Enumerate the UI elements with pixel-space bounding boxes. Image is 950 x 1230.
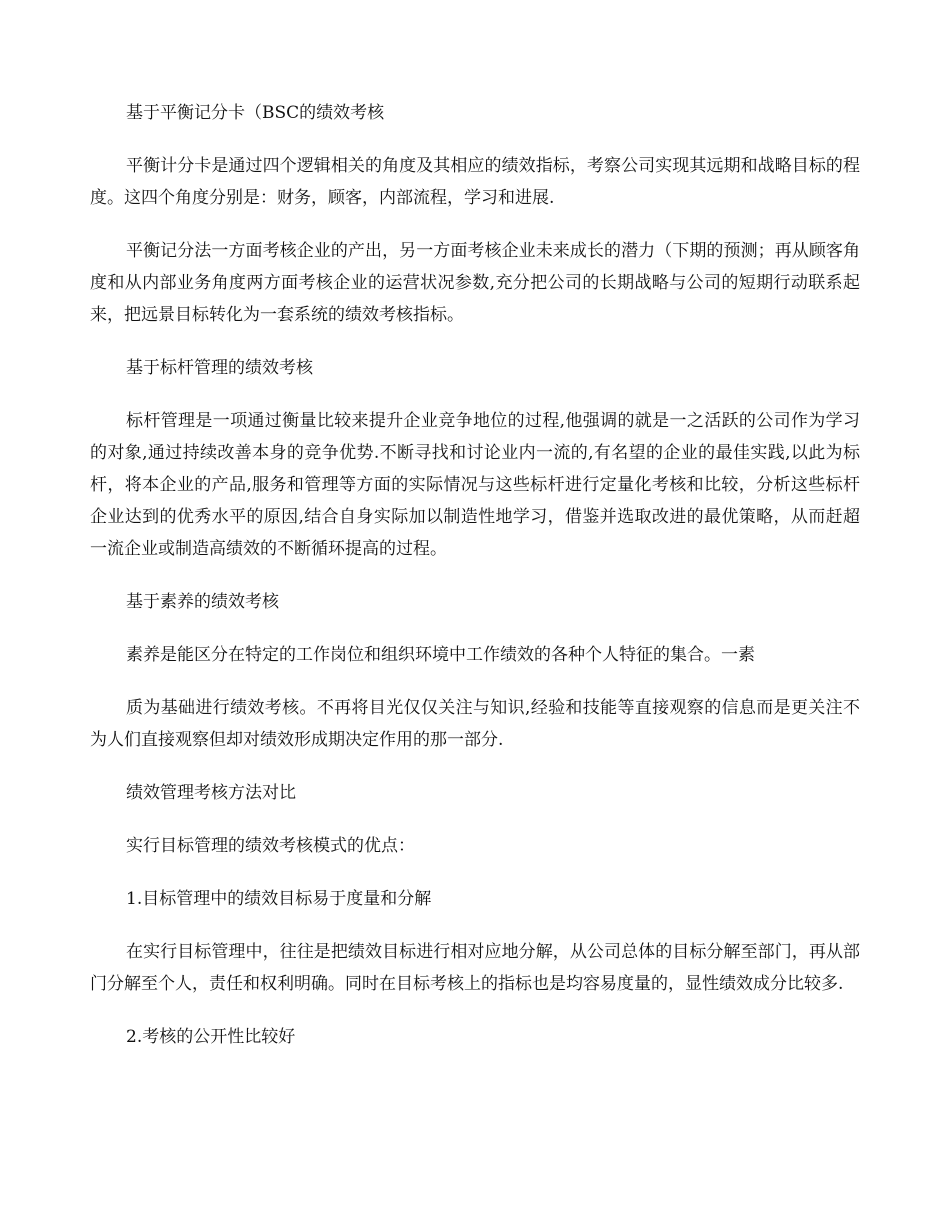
paragraph-mbo-decomposition: 在实行目标管理中，往往是把绩效目标进行相对应地分解，从公司总体的目标分解至部门，再从部门分解至个人，责任和权利明确。同时在目标考核上的指标也是均容易度量的，显性绩效成分比较多. — [90, 942, 860, 994]
section-heading-bsc: 基于平衡记分卡（BSC的绩效考核 — [126, 103, 385, 123]
section-heading-competency: 基于素养的绩效考核 — [126, 592, 279, 612]
section-heading-comparison: 绩效管理考核方法对比 — [126, 783, 296, 803]
list-item-1-heading: 1.目标管理中的绩效目标易于度量和分解 — [126, 889, 432, 909]
subheading-mbo-advantages: 实行目标管理的绩效考核模式的优点： — [126, 836, 415, 856]
paragraph-benchmarking: 标杆管理是一项通过衡量比较来提升企业竞争地位的过程,他强调的就是一之活跃的公司作为学习的对象,通过持续改善本身的竞争优势.不断寻找和讨论业内一流的,有名望的企业的最佳实践,以此为标杆，将本企业的产品,服务和管理等方面的实际情况与这些标杆进行定量化考核和比较，分析这些标杆企业达到的优秀水平的原因,结合自身实际加以制造性地学习，借鉴并选取改进的最优策略，从而赶超一流企业或制造高绩效的不断循环提高的过程。 — [90, 411, 860, 559]
document-body — [90, 97, 860, 1074]
paragraph-bsc-method: 平衡记分法一方面考核企业的产出，另一方面考核企业未来成长的潜力（下期的预测；再从顾客角度和从内部业务角度两方面考核企业的运营状况参数,充分把公司的长期战略与公司的短期行动联系起来，把远景目标转化为一套系统的绩效考核指标。 — [90, 241, 860, 325]
paragraph-competency-1: 素养是能区分在特定的工作岗位和组织环境中工作绩效的各种个人特征的集合。一素 — [126, 645, 755, 665]
paragraph-competency-2: 质为基础进行绩效考核。不再将目光仅仅关注与知识,经验和技能等直接观察的信息而是更关注不为人们直接观察但却对绩效形成期决定作用的那一部分. — [90, 698, 860, 750]
paragraph-bsc-definition: 平衡计分卡是通过四个逻辑相关的角度及其相应的绩效指标，考察公司实现其远期和战略目标的程度。这四个角度分别是：财务，顾客，内部流程，学习和进展. — [90, 156, 860, 208]
section-heading-benchmarking: 基于标杆管理的绩效考核 — [126, 358, 313, 378]
list-item-2-heading: 2.考核的公开性比较好 — [126, 1027, 296, 1047]
